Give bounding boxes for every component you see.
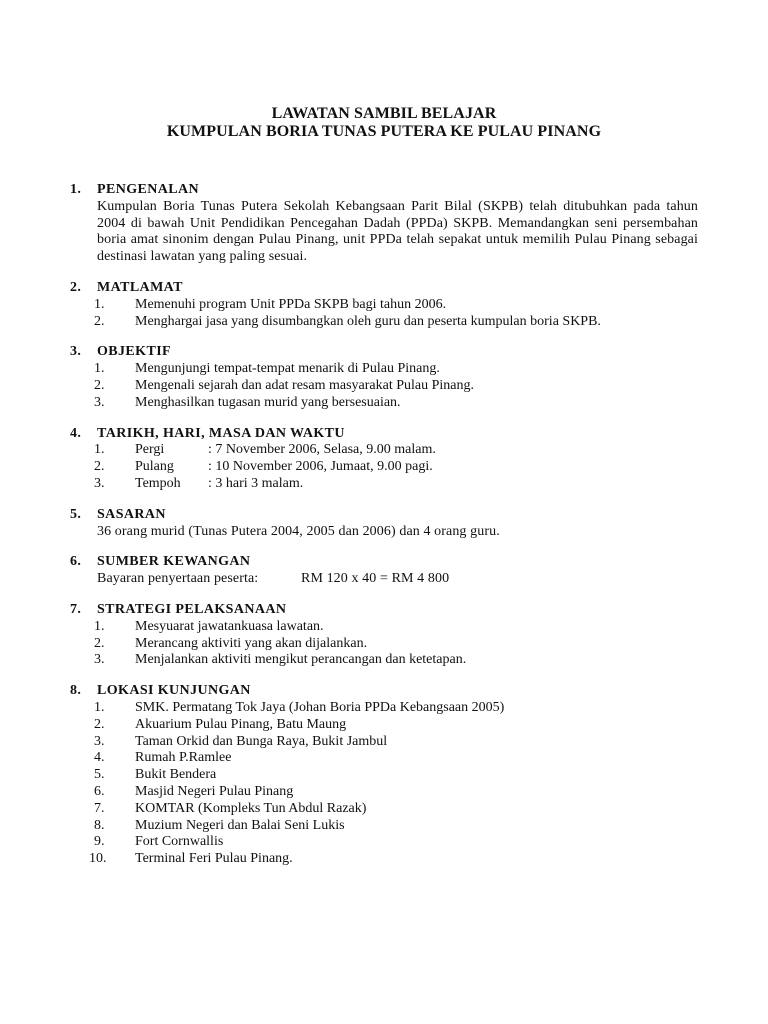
section-heading (70, 182, 698, 199)
section-title: LOKASI KUNJUNGAN (97, 683, 251, 699)
section-number: 7. (70, 601, 82, 617)
section-lokasi (70, 683, 698, 868)
title-line-2: KUMPULAN BORIA TUNAS PUTERA KE PULAU PINANG (166, 123, 602, 140)
list-number: 5. (94, 767, 105, 783)
list-number: 1. (94, 361, 105, 377)
list-item (70, 636, 698, 653)
document-body (70, 182, 698, 882)
schedule-item (70, 476, 698, 493)
list-item (70, 717, 698, 734)
matlamat-list (70, 297, 698, 331)
list-text: Muzium Negeri dan Balai Seni Lukis (135, 817, 345, 833)
section-heading (70, 426, 698, 443)
fee-label: Bayaran penyertaan peserta: (97, 571, 259, 587)
fee-line (97, 571, 698, 588)
list-item (70, 734, 698, 751)
list-item (70, 767, 698, 784)
section-title: SUMBER KEWANGAN (97, 554, 251, 570)
section-heading (70, 344, 698, 361)
list-item (70, 314, 698, 331)
lokasi-list (70, 700, 698, 868)
section-objektif (70, 344, 698, 411)
objektif-list (70, 361, 698, 411)
section-heading (70, 507, 698, 524)
list-text: Menghasilkan tugasan murid yang bersesuaian. (135, 394, 401, 410)
schedule-label: Pulang (135, 459, 174, 475)
section-number: 1. (70, 182, 82, 197)
list-text: Masjid Negeri Pulau Pinang (135, 783, 294, 799)
list-number: 3. (94, 652, 105, 668)
list-text: SMK. Permatang Tok Jaya (Johan Boria PPDa Kebangsaan 2005) (135, 699, 505, 715)
section-number: 6. (70, 554, 82, 570)
schedule-label: Tempoh (135, 475, 181, 491)
section-heading (70, 554, 698, 571)
list-number: 3. (94, 394, 105, 410)
list-text: Mengunjungi tempat-tempat menarik di Pulau Pinang. (135, 361, 440, 377)
section-sasaran (70, 507, 698, 541)
schedule-value: : 3 hari 3 malam. (208, 475, 304, 491)
document-title (0, 105, 768, 141)
schedule-value: : 10 November 2006, Jumaat, 9.00 pagi. (208, 459, 433, 475)
list-text: Mengenali sejarah dan adat resam masyarakat Pulau Pinang. (135, 377, 474, 393)
list-item (70, 818, 698, 835)
section-title: STRATEGI PELAKSANAAN (97, 601, 287, 617)
list-item (70, 784, 698, 801)
strategi-list (70, 619, 698, 669)
list-text: Bukit Bendera (135, 767, 217, 783)
list-item (70, 395, 698, 412)
list-item (70, 700, 698, 717)
section-title: SASARAN (97, 506, 166, 522)
section-title: OBJEKTIF (97, 344, 171, 360)
list-text: Fort Cornwallis (135, 834, 224, 850)
list-number: 8. (94, 817, 105, 833)
section-kewangan (70, 554, 698, 588)
schedule-list (70, 442, 698, 492)
section-number: 2. (70, 279, 82, 295)
section-title: MATLAMAT (97, 279, 183, 295)
section-strategi (70, 602, 698, 669)
section-title: TARIKH, HARI, MASA DAN WAKTU (97, 425, 345, 441)
list-item (70, 619, 698, 636)
list-text: Memenuhi program Unit PPDa SKPB bagi tahun 2006. (135, 296, 447, 312)
schedule-label: Pergi (135, 442, 165, 458)
section-paragraph: 36 orang murid (Tunas Putera 2004, 2005 dan 2006) dan 4 orang guru. (97, 523, 500, 539)
section-heading (70, 683, 698, 700)
list-item (70, 801, 698, 818)
list-item (70, 361, 698, 378)
list-item (70, 851, 698, 868)
section-heading (70, 280, 698, 297)
list-text: Akuarium Pulau Pinang, Batu Maung (135, 716, 347, 732)
list-number: 6. (94, 783, 105, 799)
list-item (70, 378, 698, 395)
list-item (70, 834, 698, 851)
list-text: Rumah P.Ramlee (135, 750, 232, 766)
section-number: 5. (70, 506, 82, 522)
section-number: 8. (70, 683, 82, 699)
section-title: PENGENALAN (97, 182, 200, 197)
list-number: 1. (94, 296, 105, 312)
section-pengenalan (70, 182, 698, 266)
list-text: Terminal Feri Pulau Pinang. (135, 851, 293, 867)
list-number: 1. (94, 618, 105, 634)
list-number: 2. (94, 716, 105, 732)
list-number: 3. (94, 733, 105, 749)
list-item (70, 750, 698, 767)
title-line-1: LAWATAN SAMBIL BELAJAR (271, 105, 497, 122)
list-text: KOMTAR (Kompleks Tun Abdul Razak) (135, 800, 367, 816)
list-number: 1. (94, 442, 105, 458)
list-number: 3. (94, 475, 105, 491)
list-number: 1. (94, 699, 105, 715)
section-heading (70, 602, 698, 619)
list-text: Taman Orkid dan Bunga Raya, Bukit Jambul (135, 733, 388, 749)
list-number: 2. (94, 635, 105, 651)
schedule-item (70, 459, 698, 476)
section-paragraph: Kumpulan Boria Tunas Putera Sekolah Kebangsaan Parit Bilal (SKPB) telah ditubuhkan pada tahun 2004 di bawah Unit Pendidikan Pencegahan Dadah (PPDa) SKPB. Memandangkan seni persembahan boria amat sinonim dengan Pulau Pinang, unit PPDa telah sepakat untuk memilih Pulau Pinang sebagai destinasi lawatan yang paling sesuai. (97, 198, 698, 265)
list-number: 7. (94, 800, 105, 816)
list-number: 4. (94, 750, 105, 766)
list-text: Mesyuarat jawatankuasa lawatan. (135, 618, 324, 634)
section-number: 3. (70, 344, 82, 360)
list-item (70, 297, 698, 314)
list-text: Merancang aktiviti yang akan dijalankan. (135, 635, 368, 651)
list-number: 10. (89, 851, 107, 867)
list-text: Menghargai jasa yang disumbangkan oleh guru dan peserta kumpulan boria SKPB. (135, 313, 601, 329)
section-number: 4. (70, 425, 82, 441)
list-item (70, 652, 698, 669)
section-tarikh (70, 426, 698, 493)
list-number: 2. (94, 313, 105, 329)
schedule-item (70, 442, 698, 459)
list-number: 2. (94, 377, 105, 393)
fee-value: RM 120 x 40 = RM 4 800 (301, 571, 450, 587)
section-matlamat (70, 280, 698, 330)
list-number: 2. (94, 459, 105, 475)
list-text: Menjalankan aktiviti mengikut perancangan dan ketetapan. (135, 652, 467, 668)
schedule-value: : 7 November 2006, Selasa, 9.00 malam. (208, 442, 436, 458)
list-number: 9. (94, 834, 105, 850)
